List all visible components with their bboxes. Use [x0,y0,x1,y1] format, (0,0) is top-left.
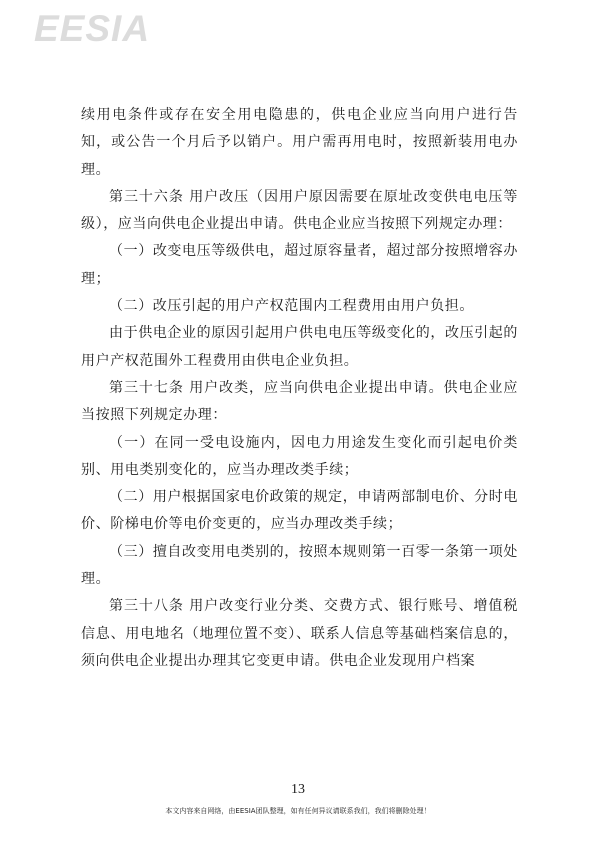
article-37-item-2: （二）用户根据国家电价政策的规定，申请两部制电价、分时电价、阶梯电价等电价变更的，应当办理改类手续； [81,489,518,533]
article-36-item-1: （一）改变电压等级供电，超过原容量者，超过部分按照增容办理； [81,243,518,287]
article-36-item-2: （二）改压引起的用户产权范围内工程费用由用户负担。 [109,298,474,315]
paragraph-continuation: 续用电条件或存在安全用电隐患的，供电企业应当向用户进行告知，或公告一个月后予以销户。用户需再用电时，按照新装用电办理。 [81,107,518,178]
document-body [81,102,518,675]
article-37-item-3: （三）擅自改变用电类别的，按照本规则第一百零一条第一项处理。 [81,543,518,588]
footer-disclaimer: 本文内容来自网络，由EESIA团队整理，如有任何异议请联系我们，我们将删除处理！ [165,807,431,815]
article-38-paragraph: 第三十八条 用户改变行业分类、交费方式、银行账号、增值税信息、用电地名（地理位置不变）、联系人信息等基础档案信息的，须向供电企业提出办理其它变更申请。供电企业发现用户档案 [81,598,518,669]
page-number: 13 [291,782,305,797]
article-37-paragraph: 第三十七条 用户改类，应当向供电企业提出申请。供电企业应当按照下列规定办理： [81,379,518,424]
article-36-note: 由于供电企业的原因引起用户供电电压等级变化的，改压引起的用户产权范围外工程费用由供电企业负担。 [81,325,518,369]
article-36-paragraph: 第三十六条 用户改压（因用户原因需要在原址改变供电电压等级），应当向供电企业提出申请。供电企业应当按照下列规定办理： [81,188,518,233]
eesia-logo: EESIA [34,8,151,49]
article-37-item-1: （一）在同一受电设施内，因电力用途发生变化而引起电价类别、用电类别变化的，应当办理改类手续； [81,434,518,478]
